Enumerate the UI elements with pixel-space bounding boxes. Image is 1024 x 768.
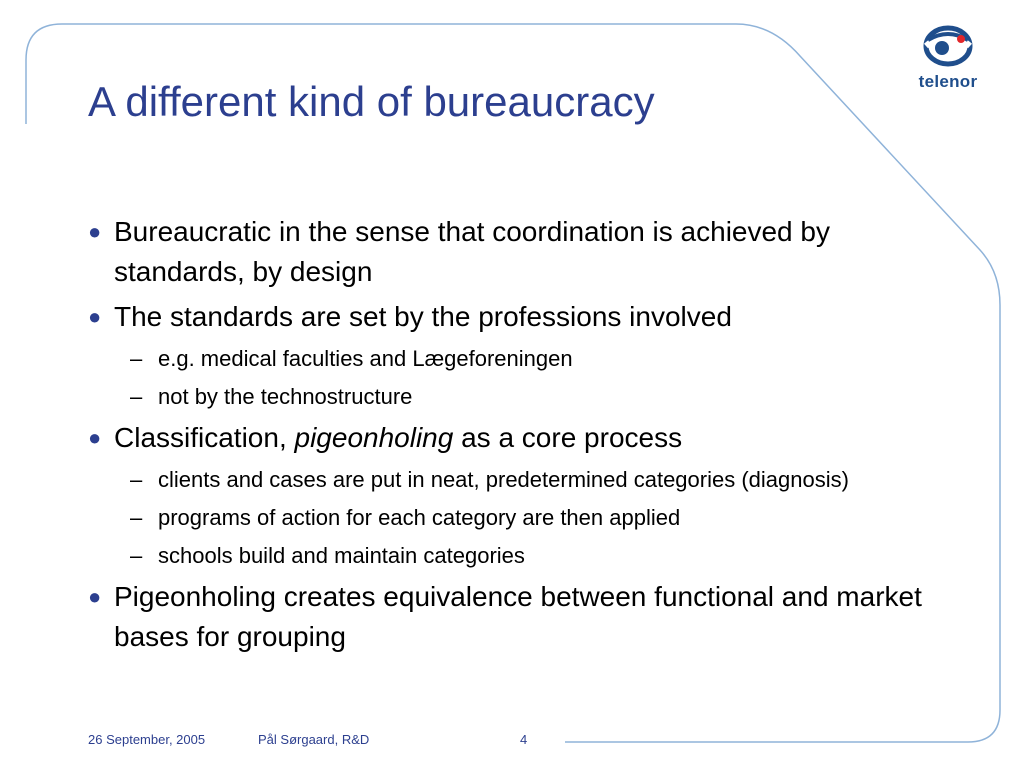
sub-bullet-item bbox=[88, 502, 958, 534]
dash-icon: – bbox=[130, 505, 143, 530]
sub-bullet-item bbox=[88, 343, 958, 375]
telenor-logo bbox=[908, 22, 988, 100]
bullet-text-post: as a core process bbox=[453, 422, 683, 453]
sub-bullet-text: programs of action for each category are then applied bbox=[158, 505, 681, 530]
bullet-text: Pigeonholing creates equivalence between functional and market bases for grouping bbox=[114, 581, 922, 652]
footer-date: 26 September, 2005 bbox=[88, 732, 206, 747]
bullet-item bbox=[88, 577, 958, 657]
sub-bullet-item bbox=[88, 540, 958, 572]
bullet-icon: ● bbox=[88, 219, 102, 244]
bullet-text-pre: Classification, bbox=[114, 422, 295, 453]
bullet-text: Bureaucratic in the sense that coordination is achieved by standards, by design bbox=[114, 216, 830, 287]
sub-bullet-item bbox=[88, 464, 958, 496]
telenor-logo-icon bbox=[908, 22, 988, 72]
dash-icon: – bbox=[130, 346, 143, 371]
dash-icon: – bbox=[130, 384, 143, 409]
bullet-text-emphasis: pigeonholing bbox=[294, 422, 454, 453]
bullet-item bbox=[88, 212, 958, 292]
sub-bullet-text: not by the technostructure bbox=[158, 384, 413, 409]
dash-icon: – bbox=[130, 467, 143, 492]
bullet-item bbox=[88, 297, 958, 337]
dash-icon: – bbox=[130, 543, 143, 568]
bullet-icon: ● bbox=[88, 584, 102, 609]
bullet-item bbox=[88, 418, 958, 458]
bullet-icon: ● bbox=[88, 425, 102, 450]
footer-page-number: 4 bbox=[520, 732, 528, 747]
sub-bullet-text: schools build and maintain categories bbox=[158, 543, 525, 568]
bullet-text: The standards are set by the professions involved bbox=[114, 301, 732, 332]
bullet-icon: ● bbox=[88, 304, 102, 329]
sub-bullet-text: clients and cases are put in neat, predetermined categories (diagnosis) bbox=[158, 467, 849, 492]
bullet-list bbox=[88, 212, 958, 657]
sub-bullet-text: e.g. medical faculties and Lægeforeningen bbox=[158, 346, 573, 371]
footer-author: Pål Sørgaard, R&D bbox=[258, 732, 370, 747]
slide-title: A different kind of bureaucracy bbox=[88, 78, 655, 125]
sub-bullet-item bbox=[88, 381, 958, 413]
logo-wordmark: telenor bbox=[918, 72, 978, 91]
